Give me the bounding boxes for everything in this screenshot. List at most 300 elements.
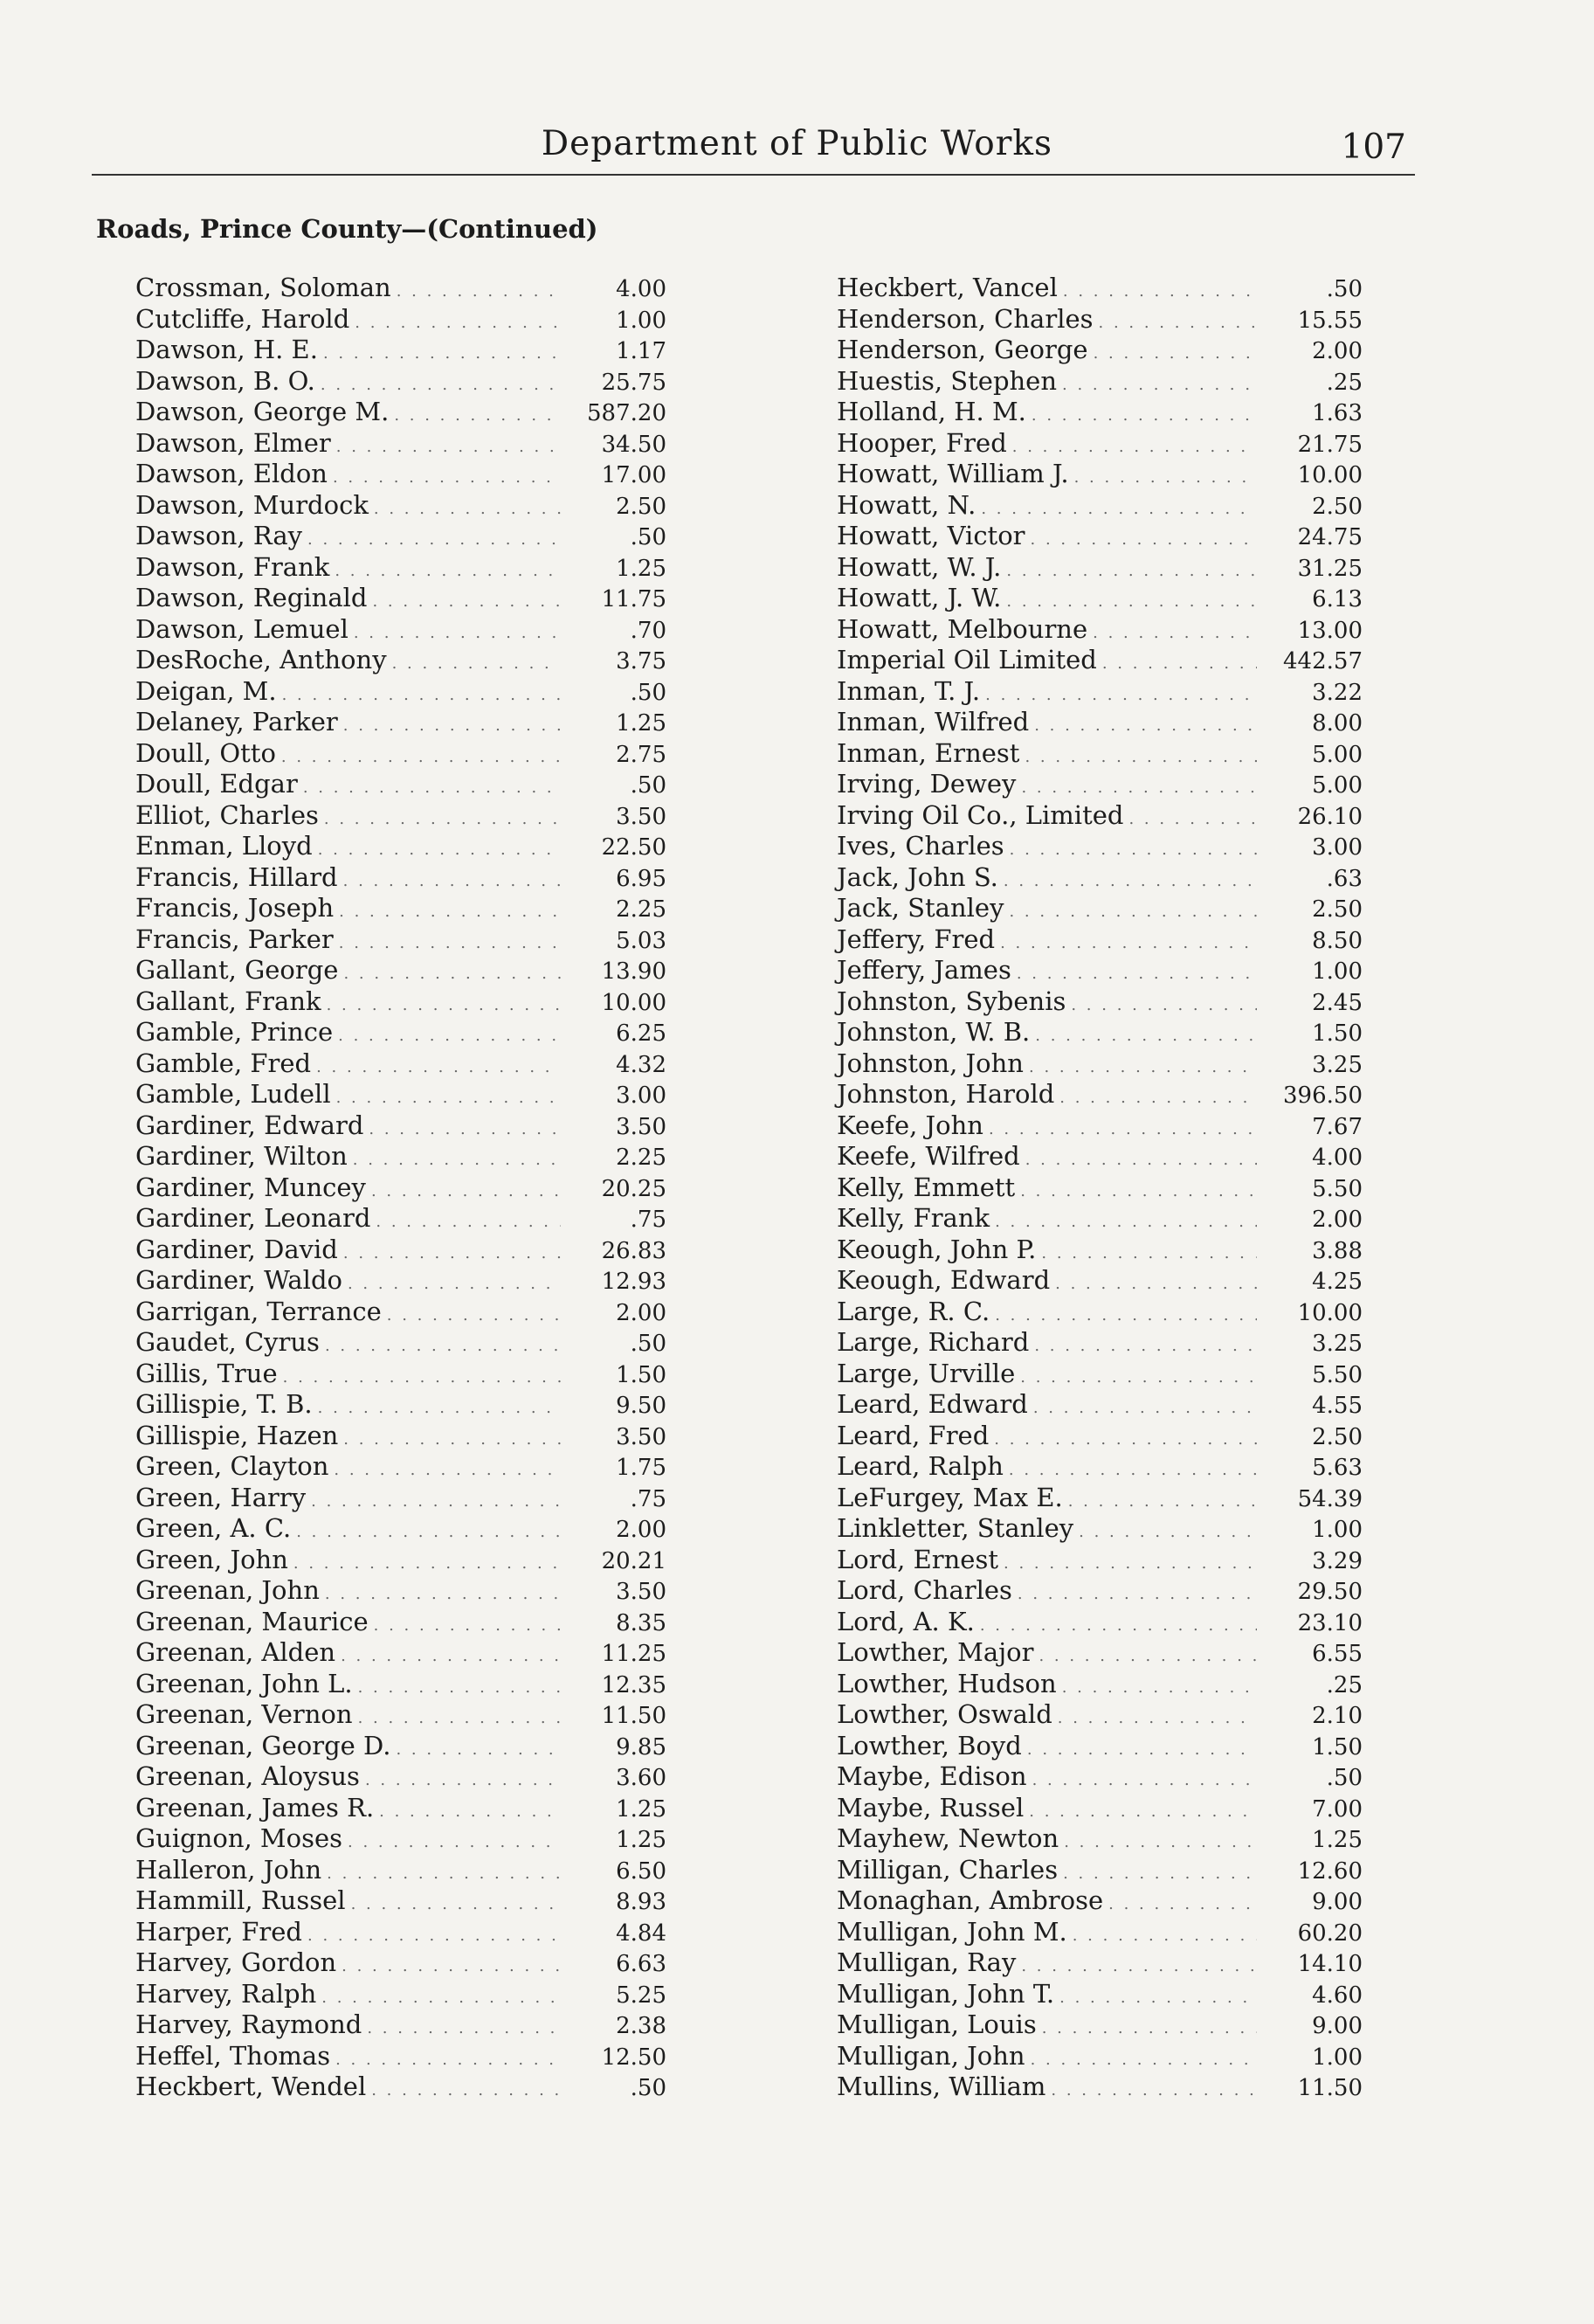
entry-name: Gamble, Prince [135,1017,334,1047]
dot-leader [392,654,561,673]
entry-amount: .50 [1326,1765,1363,1791]
list-item [135,1017,666,1048]
entry-name: Greenan, Vernon [135,1699,353,1729]
entry-amount: 10.00 [1297,1299,1363,1326]
entry-amount: 20.21 [601,1547,666,1574]
dot-leader [372,592,561,611]
list-item [135,1885,666,1917]
list-item [135,862,666,894]
entry-amount: 26.83 [601,1237,666,1264]
entry-amount: 442.57 [1283,648,1363,674]
entry-amount: 11.50 [1297,2075,1363,2101]
list-item [135,397,666,428]
dot-leader [1010,840,1257,859]
entry-amount: 1.25 [616,1827,666,1853]
list-item [837,1421,1363,1452]
dot-leader [371,1182,561,1200]
dot-leader [311,1492,561,1511]
entry-amount: 12.60 [1297,1857,1363,1885]
list-item [837,1327,1363,1359]
list-item [837,924,1363,956]
dot-leader [1059,1989,1257,2007]
list-item [837,707,1363,738]
list-item [837,986,1363,1018]
entry-name: Howatt, Victor [837,521,1025,550]
entry-amount: 54.39 [1297,1485,1363,1512]
entry-amount: 3.25 [1312,1331,1363,1357]
list-item [135,583,666,614]
list-item [135,1389,666,1421]
entry-name: Gillispie, T. B. [135,1389,313,1419]
list-item [837,1451,1363,1483]
entry-amount: 8.00 [1312,710,1363,737]
entry-amount: 23.10 [1297,1609,1363,1636]
dot-leader [1021,778,1257,797]
entry-amount: 1.25 [1312,1827,1363,1853]
entry-name: Irving, Dewey [837,769,1017,799]
dot-leader [371,2081,561,2099]
list-item [135,1917,666,1948]
entry-name: Huestis, Stephen [837,365,1058,396]
entry-name: Greenan, Maurice [135,1606,369,1636]
entry-amount: 3.00 [1312,834,1363,861]
list-item [837,1235,1363,1266]
entry-amount: 1.17 [616,338,666,364]
entry-name: Irving Oil Co., Limited [837,799,1124,830]
entry-name: Francis, Joseph [135,893,335,923]
list-item [837,1761,1363,1793]
entry-amount: 8.93 [616,1889,666,1915]
entry-amount: 2.10 [1312,1703,1363,1729]
entry-name: Howatt, William J. [837,459,1069,488]
header-divider [92,174,1415,176]
list-item [135,769,666,800]
entry-amount: 31.25 [1297,555,1363,582]
dot-leader [387,1306,561,1325]
list-item [135,335,666,366]
dot-leader [338,1027,561,1045]
entry-name: Leard, Ralph [837,1451,1004,1481]
dot-leader [985,686,1257,704]
entry-name: Francis, Hillard [135,861,338,892]
dot-leader [989,1120,1257,1138]
entry-name: Green, Harry [135,1482,307,1512]
list-item [837,1669,1363,1700]
list-item [837,769,1363,800]
dot-leader [1093,624,1257,642]
entry-name: Johnston, W. B. [837,1017,1031,1047]
entry-amount: 10.00 [601,989,666,1016]
entry-name: Greenan, George D. [135,1730,391,1760]
dot-leader [1032,406,1257,425]
entry-amount: 29.50 [1297,1579,1363,1605]
list-item [135,1761,666,1793]
entry-amount: 1.75 [616,1455,666,1481]
entry-name: Jeffery, Fred [837,923,996,954]
list-item [837,1793,1363,1824]
entry-name: Harvey, Gordon [135,1947,337,1977]
entry-amount: .50 [1326,276,1363,302]
list-item [135,521,666,552]
list-item [135,707,666,738]
list-item [837,1575,1363,1607]
entry-name: Howatt, J. W. [837,583,1002,612]
entry-name: Gardiner, Edward [135,1110,364,1140]
dot-leader [374,1616,561,1635]
list-item [837,1545,1363,1576]
entry-amount: 9.00 [1312,2013,1363,2039]
entry-amount: 1.00 [616,307,666,334]
entry-amount: 14.10 [1297,1951,1363,1977]
dot-leader [1004,1554,1257,1573]
entry-amount: 7.67 [1312,1113,1363,1140]
list-item [135,800,666,832]
list-item [135,1545,666,1576]
entry-amount: 6.25 [616,1020,666,1047]
dot-leader [1033,1399,1257,1417]
dot-leader [1073,1926,1257,1945]
entry-name: Enman, Lloyd [135,831,313,861]
entry-amount: 15.55 [1297,307,1363,334]
dot-leader [376,1213,561,1231]
dot-leader [336,1089,561,1107]
entry-amount: 25.75 [601,369,666,396]
dot-leader [1018,1585,1257,1603]
entry-name: Deigan, M. [135,675,277,706]
entry-name: Gallant, Frank [135,986,321,1016]
entry-name: Francis, Parker [135,923,334,954]
entry-name: Milligan, Charles [837,1854,1059,1885]
entry-name: Keefe, John [837,1110,983,1140]
entry-name: Dawson, Elmer [135,427,331,458]
section-heading: Roads, Prince County—(Continued) [96,214,598,244]
list-item [135,2072,666,2103]
entry-name: Lowther, Oswald [837,1699,1052,1729]
entry-amount: 6.50 [616,1857,666,1885]
dot-leader [281,748,561,766]
entry-amount: 3.29 [1312,1547,1363,1574]
entry-name: Imperial Oil Limited [837,645,1097,674]
dot-leader [1004,872,1257,890]
dot-leader [995,1306,1257,1325]
dot-leader [374,500,561,518]
dot-leader [1071,996,1257,1014]
entry-amount: 8.50 [1312,927,1363,954]
list-item [837,862,1363,894]
entry-amount: 12.93 [601,1269,666,1295]
list-item [135,1731,666,1762]
list-item [837,1823,1363,1855]
dot-leader [321,376,561,394]
entry-name: Halleron, John [135,1854,322,1885]
dot-leader [1099,314,1257,332]
dot-leader [1031,530,1257,549]
entry-amount: 8.35 [616,1609,666,1636]
dot-leader [1025,1151,1257,1169]
entry-name: Large, R. C. [837,1296,990,1326]
list-item [135,1637,666,1669]
entry-name: Gardiner, Leonard [135,1203,371,1233]
entry-name: Dawson, George M. [135,397,390,426]
dot-leader [1062,1678,1257,1697]
dot-leader [396,1740,561,1759]
page-number: 107 [1341,128,1406,167]
entry-name: Mulligan, John T. [837,1978,1055,2009]
entry-name: Maybe, Russel [837,1792,1025,1823]
entry-amount: .25 [1326,369,1363,396]
entry-amount: .50 [630,772,666,799]
list-item [135,1265,666,1297]
list-item [135,1421,666,1452]
dot-leader [282,686,561,704]
entry-amount: 2.00 [1312,1207,1363,1233]
list-item [135,924,666,956]
left-column [135,273,666,2103]
entry-amount: 3.60 [616,1765,666,1791]
list-item [837,2041,1363,2072]
entry-name: Crossman, Soloman [135,273,391,302]
entry-amount: 1.50 [1312,1020,1363,1047]
entry-name: Lowther, Hudson [837,1668,1057,1698]
entry-amount: 34.50 [601,431,666,458]
dot-leader [1017,965,1257,983]
dot-leader [1006,562,1257,580]
entry-name: Heffel, Thomas [135,2040,331,2071]
list-item [837,1607,1363,1638]
entry-amount: 587.20 [587,400,666,426]
list-item [135,831,666,862]
entry-name: Dawson, Lemuel [135,613,348,644]
dot-leader [1063,1864,1257,1883]
list-item [135,1513,666,1545]
entry-name: Elliot, Charles [135,799,319,830]
entry-amount: 13.00 [1297,617,1363,644]
entry-name: Howatt, Melbourne [837,613,1088,644]
entry-name: Greenan, Alden [135,1637,336,1667]
dot-leader [324,810,561,828]
list-item [135,645,666,676]
dot-leader [343,872,561,890]
dot-leader [335,2051,561,2069]
entry-name: Greenan, James R. [135,1792,375,1823]
entry-amount: 26.10 [1297,803,1363,830]
entry-name: Maybe, Edison [837,1761,1027,1791]
entry-name: Greenan, John [135,1575,320,1605]
dot-leader [296,1523,561,1541]
entry-name: Cutcliffe, Harold [135,303,350,334]
entry-amount: 6.95 [616,865,666,892]
dot-leader [358,1709,561,1727]
entry-name: Garrigan, Terrance [135,1296,382,1326]
entry-amount: 4.25 [1312,1269,1363,1295]
dot-leader [1027,1740,1257,1759]
entry-name: Green, Clayton [135,1451,329,1481]
list-item [837,1855,1363,1886]
list-item [837,1699,1363,1731]
list-item [837,1079,1363,1110]
entry-name: Gillispie, Hazen [135,1420,339,1450]
dot-leader [1029,1802,1257,1821]
dot-leader [1064,1833,1257,1851]
entry-amount: 4.84 [616,1919,666,1947]
list-item [135,1855,666,1886]
entry-name: Heckbert, Wendel [135,2072,367,2101]
entry-amount: 2.38 [616,2013,666,2039]
list-item [837,1048,1363,1080]
entry-amount: 3.75 [616,648,666,674]
entry-name: Johnston, Sybenis [837,986,1066,1016]
entry-amount: 1.63 [1312,400,1363,426]
list-item [837,428,1363,460]
entry-amount: 3.50 [616,803,666,830]
entry-amount: .75 [630,1207,666,1233]
list-item [135,1793,666,1824]
list-item [837,1265,1363,1297]
dot-leader [1079,1523,1257,1541]
list-item [135,428,666,460]
entry-name: Gillis, True [135,1358,278,1388]
entry-amount: .25 [1326,1671,1363,1698]
entry-amount: 2.50 [616,493,666,520]
entry-name: Leard, Edward [837,1389,1028,1419]
entry-amount: 9.85 [616,1733,666,1760]
entry-amount: .75 [630,1485,666,1512]
entry-amount: 13.90 [601,958,666,985]
entry-amount: 11.50 [601,1703,666,1729]
list-item [135,676,666,708]
entry-amount: 2.45 [1312,989,1363,1016]
entry-name: Jeffery, James [837,955,1011,985]
entry-name: Gardiner, Waldo [135,1265,342,1295]
entry-amount: 2.50 [1312,896,1363,923]
entry-name: Johnston, Harold [837,1079,1055,1109]
dot-leader [341,1647,561,1665]
dot-leader [1058,1709,1257,1727]
entry-name: Leard, Fred [837,1420,990,1450]
list-item [837,490,1363,522]
list-item [837,955,1363,986]
entry-name: Linkletter, Stanley [837,1513,1074,1543]
list-item [135,1048,666,1080]
list-item [837,893,1363,924]
dot-leader [293,1554,561,1573]
dot-leader [365,1771,561,1789]
list-item [135,304,666,335]
entry-name: Large, Richard [837,1327,1030,1357]
list-item [837,1110,1363,1142]
dot-leader [323,344,561,363]
entry-amount: 1.25 [616,1795,666,1823]
entry-amount: 3.22 [1312,679,1363,706]
list-item [135,1172,666,1204]
dot-leader [369,1120,561,1138]
entry-amount: 22.50 [601,834,666,861]
entry-amount: 21.75 [1297,431,1363,458]
list-item [837,676,1363,708]
list-item [135,955,666,986]
dot-leader [339,903,561,921]
entry-amount: 7.00 [1312,1795,1363,1823]
entry-name: Green, John [135,1544,288,1574]
entry-name: Jack, John S. [837,861,998,892]
entry-amount: 60.20 [1297,1919,1363,1947]
list-item [135,1203,666,1235]
list-item [837,583,1363,614]
entry-amount: 396.50 [1283,1082,1363,1109]
list-item [135,552,666,584]
entry-amount: 2.00 [616,1299,666,1326]
dot-leader [325,1585,561,1603]
entry-amount: 9.00 [1312,1889,1363,1915]
dot-leader [397,282,561,301]
entry-amount: 1.00 [1312,1517,1363,1543]
list-item [135,738,666,770]
entry-amount: 1.50 [616,1361,666,1388]
dot-leader [307,530,561,549]
list-item [135,1575,666,1607]
dot-leader [1108,1895,1257,1913]
dot-leader [283,1368,561,1387]
list-item [837,1141,1363,1172]
entry-amount: 5.50 [1312,1361,1363,1388]
entry-amount: 24.75 [1297,524,1363,550]
dot-leader [1059,1089,1257,1107]
dot-leader [1032,1771,1257,1789]
list-item [135,1327,666,1359]
entry-amount: 3.50 [616,1423,666,1450]
list-item [135,459,666,490]
dot-leader [1034,1337,1257,1355]
list-item [135,1483,666,1514]
entry-name: Inman, Wilfred [837,707,1030,737]
list-item [837,1359,1363,1390]
dot-leader [367,2019,561,2037]
entry-name: Greenan, John L. [135,1668,353,1698]
entry-amount: 2.25 [616,896,666,923]
entry-amount: .63 [1326,865,1363,892]
list-item [135,1979,666,2010]
entry-amount: 2.75 [616,741,666,768]
dot-leader [1094,344,1257,363]
dot-leader [1055,1275,1257,1293]
entry-name: Green, A. C. [135,1513,292,1543]
entry-amount: .70 [630,617,666,644]
entry-amount: 1.25 [616,710,666,737]
dot-leader [343,716,561,735]
entry-name: Holland, H. M. [837,397,1026,426]
entry-amount: 5.63 [1312,1455,1363,1481]
dot-leader [348,1275,561,1293]
dot-leader [995,1213,1257,1231]
list-item [837,645,1363,676]
list-item [837,738,1363,770]
dot-leader [343,965,561,983]
list-item [135,1359,666,1390]
entry-name: Keough, Edward [837,1265,1051,1295]
dot-leader [303,778,561,797]
list-item [837,1731,1363,1762]
list-item [837,1203,1363,1235]
entry-name: Guignon, Moses [135,1823,343,1853]
list-item [837,397,1363,428]
list-item [837,273,1363,304]
entry-amount: 4.60 [1312,1982,1363,2009]
dot-leader [1034,716,1257,735]
entry-amount: 5.00 [1312,741,1363,768]
entry-amount: 11.25 [601,1641,666,1667]
dot-leader [1068,1492,1257,1511]
entry-amount: 2.00 [616,1517,666,1543]
